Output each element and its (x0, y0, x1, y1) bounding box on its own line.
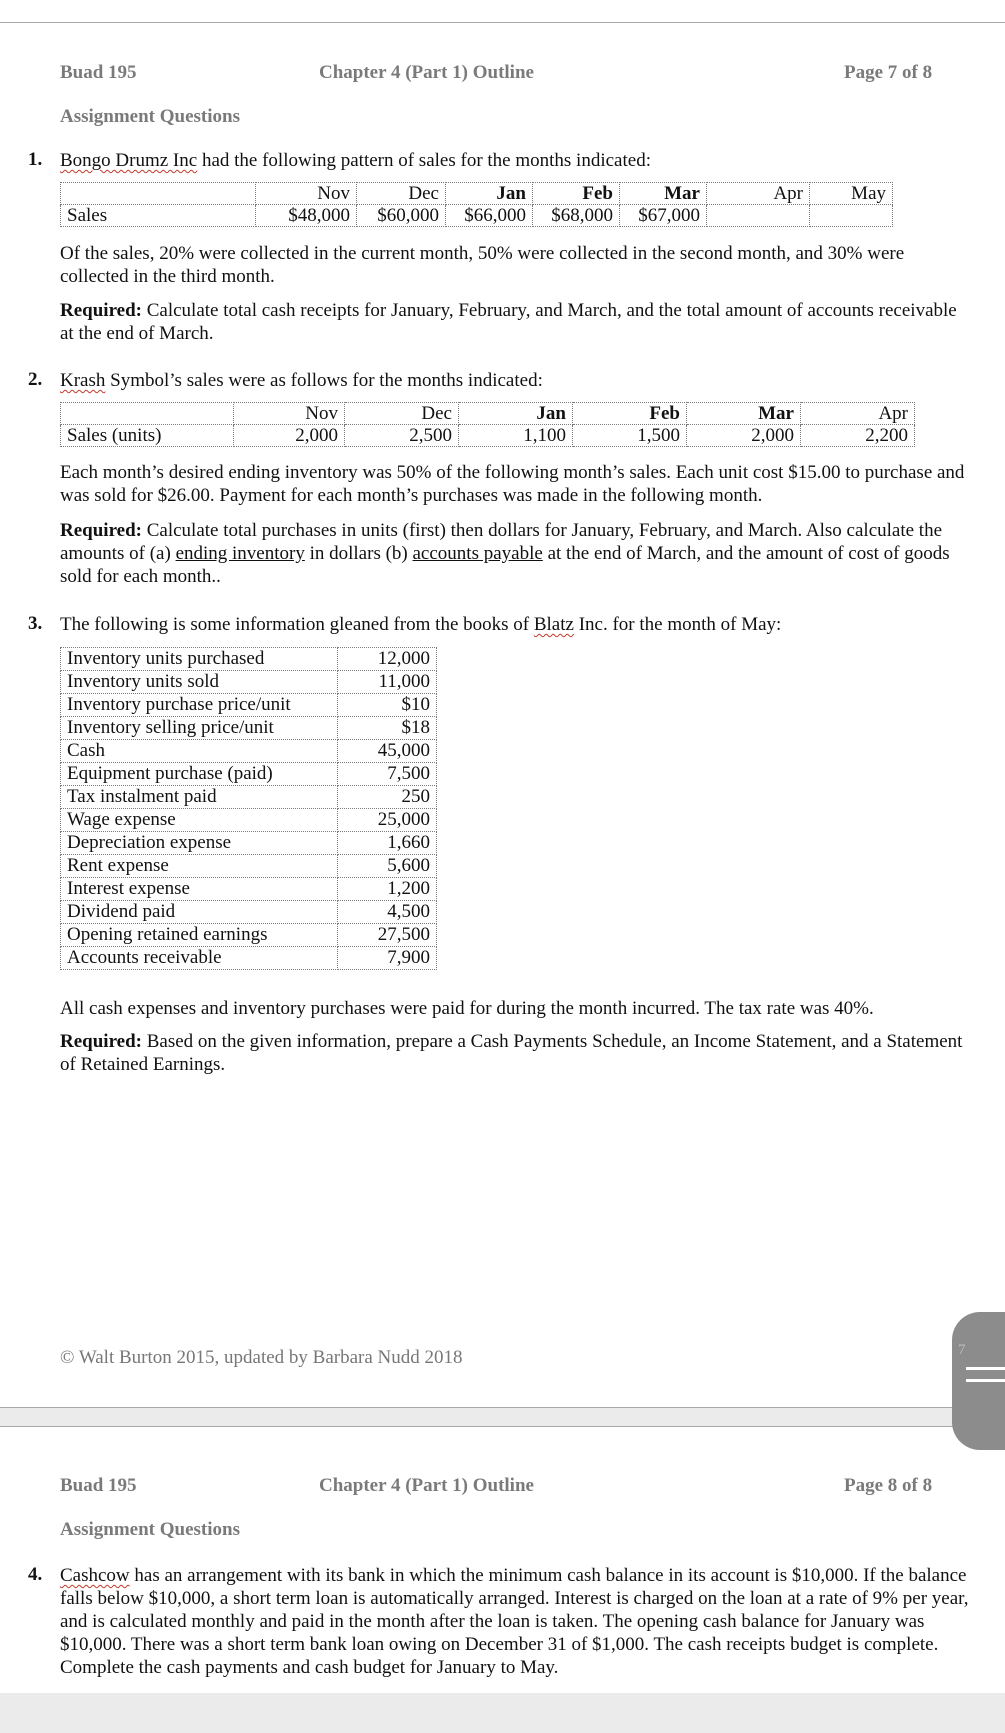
q2-month-dec: Dec (345, 403, 459, 425)
q3-row-value: 27,500 (338, 924, 437, 947)
q1-value-jan: $66,000 (446, 205, 533, 227)
q3-row-label: Interest expense (61, 878, 338, 901)
page-8-top-rule (0, 1426, 1005, 1427)
q3-row-value: 12,000 (338, 648, 437, 671)
q3-row (61, 717, 437, 740)
q2-month-apr: Apr (801, 403, 915, 425)
scroll-page-number: 7 (958, 1342, 966, 1358)
q3-row (61, 809, 437, 832)
q3-row-value: 25,000 (338, 809, 437, 832)
q2-value-dec: 2,500 (345, 425, 459, 447)
q1-month-feb: Feb (533, 183, 620, 205)
header-page-number: Page 7 of 8 (844, 62, 933, 83)
question-2-intro (60, 369, 975, 392)
q1-required-text: Calculate total cash receipts for January, February, and March, and the total amount of accounts receivable at the end of March. (60, 300, 957, 344)
q2-ending-inventory-term: ending inventory (175, 543, 305, 564)
q1-sales-row (61, 205, 893, 227)
q3-row-label: Rent expense (61, 855, 338, 878)
q3-row (61, 671, 437, 694)
q3-intro-pre: The following is some information gleaned from the books of (60, 614, 534, 635)
q2-required-text-b: in dollars (b) (304, 543, 413, 564)
header-course: Buad 195 (60, 62, 137, 83)
q4-body-text: has an arrangement with its bank in which the minimum cash balance in its account is $10,000. If the balance falls below $10,000, a short term loan is automatically arranged. Interest is charged on the loan at a rate of 9% per year, and is calculated monthly and paid in the month after the loan is taken. The opening cash balance for January was $10,000. There was a short term bank loan owing on December 31 of $1,000. The cash receipts budget is complete. Complete the cash payments and cash budget for January to May. (60, 1565, 969, 1678)
q3-row (61, 878, 437, 901)
q1-row-label: Sales (61, 205, 256, 227)
q2-value-mar: 2,000 (687, 425, 801, 447)
q2-units-row (61, 425, 915, 447)
copyright-footer: © Walt Burton 2015, updated by Barbara Nudd 2018 (60, 1347, 463, 1368)
q1-required-label: Required: (60, 300, 142, 321)
q3-row (61, 947, 437, 970)
q2-sales-units-table (60, 402, 915, 447)
q3-row-value: 1,660 (338, 832, 437, 855)
q3-row-label: Tax instalment paid (61, 786, 338, 809)
q2-row-label: Sales (units) (61, 425, 234, 447)
q3-row (61, 786, 437, 809)
q2-intro-text: Symbol’s sales were as follows for the months indicated: (105, 370, 543, 391)
q3-row-label: Accounts receivable (61, 947, 338, 970)
q3-expenses-paragraph: All cash expenses and inventory purchases were paid for during the month incurred. The tax rate was 40%. (60, 998, 874, 1019)
q3-required-text: Based on the given information, prepare a Cash Payments Schedule, an Income Statement, and a Statement of Retained Earnings. (60, 1031, 963, 1075)
q3-row (61, 901, 437, 924)
q2-value-apr: 2,200 (801, 425, 915, 447)
q2-month-jan: Jan (459, 403, 573, 425)
q3-required-paragraph (60, 1030, 975, 1076)
q1-month-may: May (810, 183, 893, 205)
q3-row-value: 1,200 (338, 878, 437, 901)
page-8-header-page-number: Page 8 of 8 (844, 1475, 933, 1496)
q3-row-value: 250 (338, 786, 437, 809)
q1-collection-paragraph: Of the sales, 20% were collected in the current month, 50% were collected in the second month, and 30% were collected in the third month. (60, 243, 905, 287)
q3-row-label: Opening retained earnings (61, 924, 338, 947)
q1-intro-text: had the following pattern of sales for the months indicated: (197, 150, 651, 171)
q3-row-label: Cash (61, 740, 338, 763)
q3-intro-text: Inc. for the month of May: (573, 614, 782, 635)
q1-month-mar: Mar (620, 183, 707, 205)
q1-company-name: Bongo Drumz Inc (60, 150, 198, 171)
q3-row-label: Dividend paid (61, 901, 338, 924)
q3-row (61, 924, 437, 947)
q2-header-row (61, 403, 915, 425)
q3-company-name: Blatz (533, 614, 574, 635)
q1-month-dec: Dec (357, 183, 446, 205)
header-title: Chapter 4 (Part 1) Outline (319, 62, 534, 83)
q2-month-mar: Mar (687, 403, 801, 425)
q3-row-label: Inventory units sold (61, 671, 338, 694)
q3-required-label: Required: (60, 1031, 142, 1052)
q2-month-nov: Nov (234, 403, 345, 425)
q2-corner-cell (61, 403, 234, 425)
q3-row-value: 11,000 (338, 671, 437, 694)
q3-row-value: $10 (338, 694, 437, 717)
q3-row-label: Inventory selling price/unit (61, 717, 338, 740)
q2-required-text-a: Calculate total purchases in units (first) then dollars for January, February, and March. Also calculate the amounts of (a) (60, 520, 943, 564)
q3-row-label: Equipment purchase (paid) (61, 763, 338, 786)
q1-month-jan: Jan (446, 183, 533, 205)
q3-row-label: Inventory purchase price/unit (61, 694, 338, 717)
q1-value-feb: $68,000 (533, 205, 620, 227)
document-page-8 (0, 1426, 1005, 1693)
q3-row-label: Inventory units purchased (61, 648, 338, 671)
q3-row-label: Depreciation expense (61, 832, 338, 855)
q1-value-may (810, 205, 893, 227)
q2-value-feb: 1,500 (573, 425, 687, 447)
question-3-intro (60, 613, 975, 636)
question-1-intro (60, 149, 975, 172)
q2-accounts-payable-term: accounts payable (412, 543, 543, 564)
q3-row (61, 694, 437, 717)
q2-required-paragraph (60, 519, 975, 588)
q3-information-table (60, 647, 437, 970)
question-3-number: 3. (28, 613, 43, 634)
q3-row (61, 855, 437, 878)
page-8-header-course: Buad 195 (60, 1475, 137, 1496)
question-2-number: 2. (28, 369, 43, 390)
q2-required-label: Required: (60, 520, 142, 541)
q3-row-value: 45,000 (338, 740, 437, 763)
q2-required-text-c: at the end of March, and the amount of cost of goods sold for each month.. (60, 543, 950, 587)
page-top-rule (0, 22, 1005, 23)
page-8-section-subtitle: Assignment Questions (60, 1519, 240, 1540)
q1-sales-table (60, 182, 893, 227)
q3-row-value: 7,900 (338, 947, 437, 970)
q1-required-paragraph (60, 299, 975, 345)
q1-value-nov: $48,000 (256, 205, 357, 227)
q1-header-row (61, 183, 893, 205)
q3-row-value: 4,500 (338, 901, 437, 924)
q2-month-feb: Feb (573, 403, 687, 425)
q3-row (61, 763, 437, 786)
q3-row-value: $18 (338, 717, 437, 740)
handle-grip-line-top (966, 1367, 1005, 1370)
q4-company-name: Cashcow (60, 1565, 130, 1586)
q3-row-value: 5,600 (338, 855, 437, 878)
q1-month-apr: Apr (707, 183, 810, 205)
section-subtitle: Assignment Questions (60, 106, 240, 127)
q1-month-nov: Nov (256, 183, 357, 205)
q3-row (61, 832, 437, 855)
question-4-text (60, 1564, 975, 1679)
q3-row (61, 648, 437, 671)
q2-value-jan: 1,100 (459, 425, 573, 447)
question-4-number: 4. (28, 1564, 43, 1585)
q1-value-mar: $67,000 (620, 205, 707, 227)
q2-value-nov: 2,000 (234, 425, 345, 447)
question-1-number: 1. (28, 149, 43, 170)
handle-grip-line-bottom (966, 1379, 1005, 1382)
q2-inventory-paragraph: Each month’s desired ending inventory was 50% of the following month’s sales. Each unit cost $15.00 to purchase and was sold for $26.00. Payment for each month’s purchases was made in the following month. (60, 462, 965, 506)
q3-row-label: Wage expense (61, 809, 338, 832)
q3-row-value: 7,500 (338, 763, 437, 786)
q1-value-dec: $60,000 (357, 205, 446, 227)
q1-corner-cell (61, 183, 256, 205)
page-scroll-handle[interactable] (952, 1312, 1005, 1450)
q3-row (61, 740, 437, 763)
page-8-header-title: Chapter 4 (Part 1) Outline (319, 1475, 534, 1496)
q1-value-apr (707, 205, 810, 227)
page-bottom-rule (0, 1407, 1005, 1408)
q2-company-name: Krash (60, 370, 106, 391)
